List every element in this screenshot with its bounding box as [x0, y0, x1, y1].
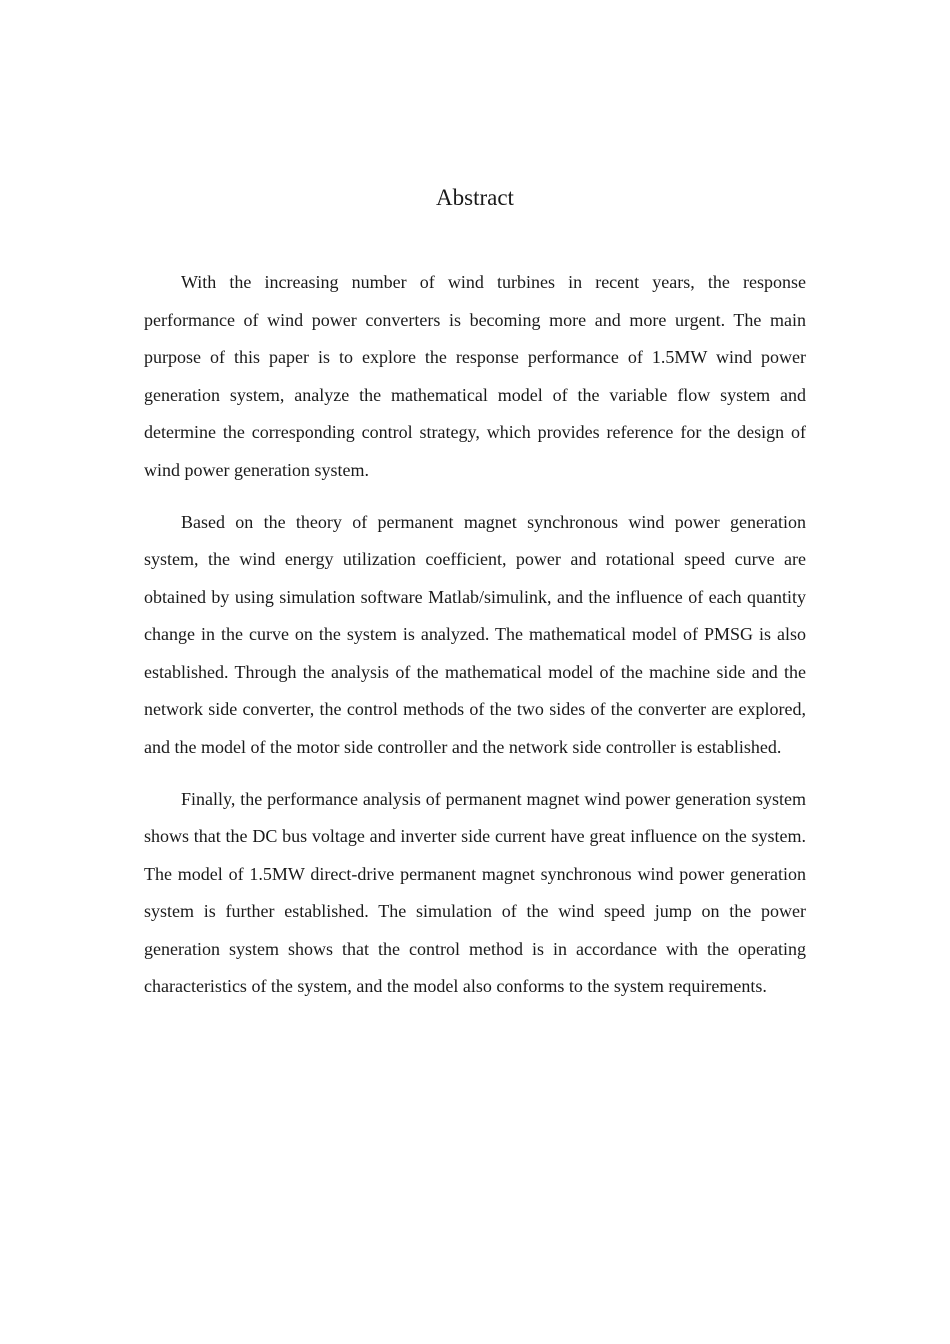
- abstract-paragraph-1: With the increasing number of wind turbines in recent years, the response performance of wind power converters is becoming more and more urgent. The main purpose of this paper is to explore the response performance of 1.5MW wind power generation system, analyze the mathematical model of the variable flow system and determine the corresponding control strategy, which provides reference for the design of wind power generation system.: [144, 272, 806, 480]
- abstract-paragraph-2: Based on the theory of permanent magnet synchronous wind power generation system, the wind energy utilization coefficient, power and rotational speed curve are obtained by using simulation software Matlab/simulink, and the influence of each quantity change in the curve on the system is analyzed. The mathematical model of PMSG is also established. Through the analysis of the mathematical model of the machine side and the network side converter, the control methods of the two sides of the converter are explored, and the model of the motor side controller and the network side controller is established.: [144, 511, 806, 757]
- page-title: Abstract: [436, 185, 514, 210]
- abstract-body: [144, 264, 806, 1020]
- abstract-paragraph-3: Finally, the performance analysis of permanent magnet wind power generation system shows that the DC bus voltage and inverter side current have great influence on the system. The model of 1.5MW direct-drive permanent magnet synchronous wind power generation system is further established. The simulation of the wind speed jump on the power generation system shows that the control method is in accordance with the operating characteristics of the system, and the model also conforms to the system requirements.: [144, 788, 806, 996]
